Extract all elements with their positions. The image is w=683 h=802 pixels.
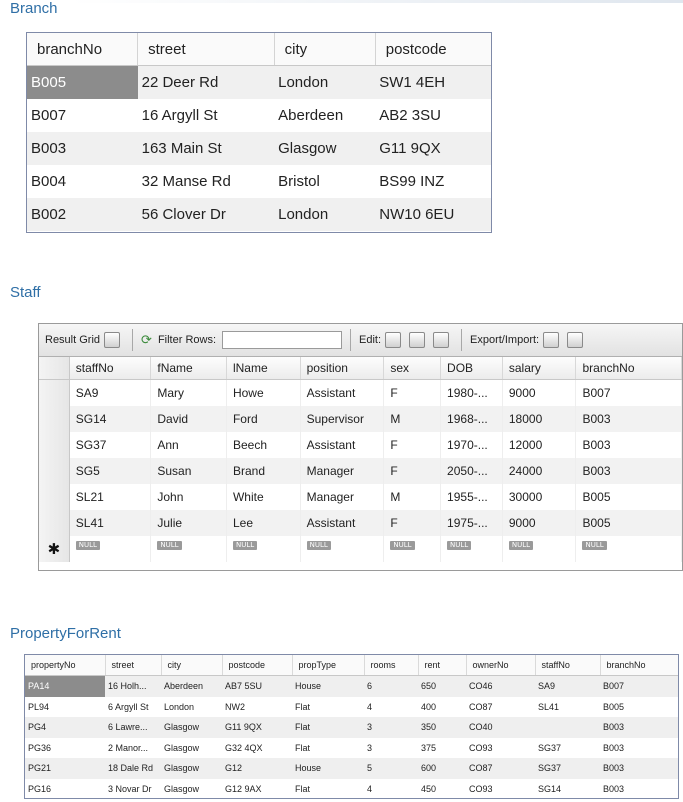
staff-result-grid-panel [38,323,683,571]
table-cell[interactable]: London [274,66,375,100]
property-table-body [25,676,678,800]
column-header-street[interactable]: street [138,33,275,66]
table-cell[interactable]: PA14 [25,676,105,697]
row-selector[interactable] [39,458,69,484]
table-cell[interactable]: G32 4QX [225,742,263,753]
table-cell[interactable]: SW1 4EH [375,66,491,100]
table-cell[interactable]: 3 [367,742,373,753]
table-cell[interactable]: CO46 [466,676,535,697]
table-cell[interactable]: 30000 [502,484,576,510]
table-cell[interactable]: B007 [576,380,682,407]
table-cell[interactable]: Lee [226,510,300,536]
new-row-star-icon: ✱ [47,541,61,558]
table-cell[interactable]: Glasgow [274,132,375,165]
table-cell[interactable]: PL94 [28,701,50,712]
table-cell[interactable]: House [292,676,364,697]
table-cell[interactable]: B003 [576,458,682,484]
table-row[interactable] [27,198,491,231]
row-selector[interactable] [39,380,69,407]
table-cell[interactable]: PG36 [28,742,52,753]
null-cell[interactable] [226,536,300,562]
staff-header-row [39,357,682,380]
null-badge: NULL [390,541,414,550]
table-cell[interactable]: SL41 [69,510,151,536]
table-cell[interactable]: 400 [421,701,437,712]
table-row[interactable] [39,432,682,458]
table-cell[interactable]: CO93 [469,742,493,753]
null-badge: NULL [157,541,181,550]
table-cell[interactable]: 5 [364,758,418,779]
table-cell[interactable]: 4 [367,701,373,712]
table-cell[interactable] [535,717,600,738]
table-cell[interactable]: 12000 [502,432,576,458]
table-row[interactable] [25,758,678,779]
table-cell[interactable]: B005 [576,484,682,510]
table-cell[interactable]: F [384,432,441,458]
table-cell[interactable]: Manager [300,484,384,510]
result-grid-label: Result Grid [45,334,101,346]
table-cell[interactable]: AB7 5SU [222,676,292,697]
table-cell[interactable]: 9000 [502,510,576,536]
new-row[interactable] [39,536,682,562]
table-cell[interactable]: SL41 [538,701,560,712]
table-cell[interactable]: Glasgow [164,742,200,753]
table-cell[interactable]: M [384,484,441,510]
column-header-rent[interactable]: rent [418,655,466,676]
table-cell[interactable]: B005 [576,510,682,536]
table-cell[interactable]: 56 Clover Dr [138,198,275,231]
table-cell[interactable]: B005 [27,66,138,100]
insert-row-icon[interactable] [409,332,425,348]
null-cell[interactable] [384,536,441,562]
table-cell[interactable]: PG4 [25,717,105,738]
table-cell[interactable]: Manager [300,458,384,484]
null-badge: NULL [307,541,331,550]
null-badge: NULL [233,541,257,550]
null-cell[interactable] [69,536,151,562]
column-header-staffNo[interactable]: staffNo [535,655,600,676]
table-cell[interactable]: 18000 [502,406,576,432]
table-cell[interactable]: 2 Manor... [108,742,149,753]
column-header-staffNo[interactable]: staffNo [69,357,151,380]
null-cell[interactable] [300,536,384,562]
null-cell[interactable] [151,536,227,562]
table-cell[interactable]: Beech [226,432,300,458]
table-cell[interactable]: John [151,484,227,510]
table-cell[interactable]: Brand [226,458,300,484]
table-cell[interactable]: 600 [418,758,466,779]
table-cell[interactable]: Ann [151,432,227,458]
table-row[interactable] [27,99,491,132]
table-cell[interactable]: 16 Holh... [105,676,161,697]
table-cell[interactable]: F [384,458,441,484]
table-cell[interactable]: 32 Manse Rd [141,173,231,190]
table-cell[interactable]: B002 [27,198,138,231]
grid-view-icon[interactable] [104,332,120,348]
branch-header-row [27,33,491,66]
table-row[interactable] [39,484,682,510]
column-header-postcode[interactable]: postcode [375,33,491,66]
column-header-propertyNo[interactable]: propertyNo [25,655,105,676]
table-cell[interactable]: House [292,758,364,779]
table-cell[interactable]: B003 [600,717,678,738]
table-cell[interactable]: 450 [421,783,437,794]
table-row[interactable] [39,510,682,536]
table-cell[interactable]: 9000 [502,380,576,407]
table-cell[interactable]: Assistant [300,510,384,536]
table-cell[interactable]: SA9 [69,380,151,407]
table-cell[interactable]: B004 [31,173,67,190]
table-cell[interactable]: PG16 [28,783,52,794]
table-cell[interactable]: SL21 [69,484,151,510]
table-cell[interactable]: BS99 INZ [379,173,445,190]
table-row[interactable] [27,66,491,100]
table-cell[interactable]: B003 [576,432,682,458]
table-cell[interactable]: 3 Novar Dr [108,783,152,794]
table-cell[interactable]: B005 [603,701,625,712]
null-cell[interactable] [441,536,503,562]
table-cell[interactable]: Aberdeen [278,107,344,124]
table-cell[interactable]: PG21 [25,758,105,779]
table-cell[interactable]: B003 [576,406,682,432]
null-cell[interactable] [576,536,682,562]
table-cell[interactable]: Howe [226,380,300,407]
branch-heading: Branch [10,0,58,17]
page-top-rule [70,0,683,3]
row-selector[interactable] [39,484,69,510]
table-cell[interactable]: Flat [292,717,364,738]
table-cell[interactable]: Flat [295,742,311,753]
table-cell[interactable]: Glasgow [161,758,222,779]
table-cell[interactable]: 375 [421,742,437,753]
table-cell[interactable]: SG5 [69,458,151,484]
table-cell[interactable]: B007 [31,107,67,124]
table-cell[interactable]: 16 Argyll St [141,107,218,124]
delete-row-icon[interactable] [433,332,449,348]
branch-table-panel [26,32,492,233]
table-cell[interactable]: 6 Argyll St [108,701,149,712]
property-table-panel [24,654,679,799]
property-heading: PropertyForRent [10,625,121,642]
column-header-DOB[interactable]: DOB [441,357,503,380]
table-cell[interactable]: 6 [364,676,418,697]
export-import-label: Export/Import: [470,334,540,346]
table-cell[interactable]: CO87 [466,758,535,779]
export-import-group [464,324,593,356]
table-row[interactable] [25,676,678,697]
filter-rows-label: Filter Rows: [157,334,216,346]
table-cell[interactable]: Assistant [300,432,384,458]
table-cell[interactable]: SG37 [69,432,151,458]
table-cell[interactable]: Flat [295,701,311,712]
table-cell[interactable]: Flat [295,783,311,794]
import-icon[interactable] [567,332,583,348]
column-header-ownerNo[interactable]: ownerNo [466,655,535,676]
table-cell[interactable]: SG14 [538,783,562,794]
table-cell[interactable]: AB2 3SU [379,107,441,124]
result-grid-tab[interactable] [39,324,130,356]
table-cell[interactable]: B003 [27,132,138,165]
row-selector[interactable] [39,406,69,432]
null-badge: NULL [76,541,100,550]
null-badge: NULL [447,541,471,550]
table-cell[interactable]: F [384,510,441,536]
table-cell[interactable]: 1970-... [441,432,503,458]
row-selector[interactable] [39,510,69,536]
table-cell[interactable]: CO87 [469,701,493,712]
staff-table-body [39,380,682,563]
table-cell[interactable]: Susan [151,458,227,484]
table-row[interactable] [25,738,678,759]
filter-rows-group [135,324,348,356]
column-header-branchNo[interactable]: branchNo [27,33,138,66]
null-badge: NULL [582,541,606,550]
table-cell[interactable]: 2050-... [441,458,503,484]
column-header-city[interactable]: city [274,33,375,66]
column-header-street[interactable]: street [105,655,161,676]
table-row[interactable] [25,717,678,738]
edit-row-icon[interactable] [385,332,401,348]
row-selector[interactable] [39,432,69,458]
table-cell[interactable]: G12 9AX [225,783,262,794]
table-cell[interactable]: M [384,406,441,432]
table-cell[interactable]: Glasgow [164,783,200,794]
table-cell[interactable]: 6 Lawre... [105,717,161,738]
staff-table [39,357,682,562]
table-row[interactable] [27,165,491,198]
table-cell[interactable]: White [226,484,300,510]
new-row-marker[interactable] [39,536,69,562]
table-cell[interactable]: 650 [418,676,466,697]
null-badge: NULL [509,541,533,550]
table-cell[interactable]: 163 Main St [138,132,275,165]
row-header-corner [39,357,69,380]
branch-table-body [27,66,491,232]
table-cell[interactable]: Aberdeen [161,676,222,697]
table-cell[interactable]: Glasgow [161,717,222,738]
table-cell[interactable]: SG37 [535,758,600,779]
column-header-salary[interactable]: salary [502,357,576,380]
table-row[interactable] [39,458,682,484]
table-cell[interactable]: London [164,701,195,712]
column-header-branchNo[interactable]: branchNo [600,655,678,676]
table-cell[interactable]: Bristol [278,173,320,190]
table-cell[interactable]: SG37 [538,742,562,753]
column-header-branchNo[interactable]: branchNo [576,357,682,380]
column-header-postcode[interactable]: postcode [222,655,292,676]
column-header-fName[interactable]: fName [151,357,227,380]
table-cell[interactable]: 3 [364,717,418,738]
table-cell[interactable]: F [384,380,441,407]
column-header-position[interactable]: position [300,357,384,380]
table-cell[interactable]: G11 9QX [375,132,491,165]
staff-heading: Staff [10,284,41,301]
table-cell[interactable]: B007 [600,676,678,697]
table-cell[interactable]: 350 [418,717,466,738]
property-header-row [25,655,678,676]
table-cell[interactable]: Mary [151,380,227,407]
column-header-propType[interactable]: propType [292,655,364,676]
edit-group [353,324,459,356]
property-table [25,655,679,799]
table-row[interactable] [39,406,682,432]
column-header-rooms[interactable]: rooms [364,655,418,676]
table-cell[interactable]: London [274,198,375,231]
null-cell[interactable] [502,536,576,562]
table-cell[interactable]: 1975-... [441,510,503,536]
table-cell[interactable]: 18 Dale Rd [105,758,161,779]
toolbar-separator [461,329,462,351]
table-cell[interactable]: 22 Deer Rd [138,66,275,100]
column-header-lName[interactable]: lName [226,357,300,380]
table-cell[interactable]: G11 9QX [222,717,292,738]
toolbar-separator [132,329,133,351]
column-header-sex[interactable]: sex [384,357,441,380]
table-cell[interactable]: CO40 [466,717,535,738]
table-row[interactable] [27,132,491,165]
export-icon[interactable] [543,332,559,348]
table-cell[interactable]: B003 [600,758,678,779]
table-cell[interactable]: 1968-... [441,406,503,432]
toolbar-separator [350,329,351,351]
table-cell[interactable]: 1980-... [441,380,503,407]
column-header-city[interactable]: city [161,655,222,676]
filter-refresh-icon[interactable]: ⟳ [141,332,152,347]
filter-rows-input[interactable] [222,331,342,349]
table-cell[interactable]: Ford [226,406,300,432]
table-cell[interactable]: NW2 [225,701,245,712]
table-row[interactable] [39,380,682,407]
table-cell[interactable]: SA9 [535,676,600,697]
branch-table [27,33,491,231]
edit-label: Edit: [359,334,382,346]
table-cell[interactable]: 24000 [502,458,576,484]
table-cell[interactable]: NW10 6EU [375,198,491,231]
table-cell[interactable]: G12 [222,758,292,779]
table-row[interactable] [25,779,678,800]
table-cell[interactable]: SG14 [69,406,151,432]
result-grid-toolbar [39,324,682,357]
table-cell[interactable]: 4 [367,783,373,794]
table-cell[interactable]: 1955-... [441,484,503,510]
table-cell[interactable]: CO93 [469,783,493,794]
table-cell[interactable]: David [151,406,227,432]
table-cell[interactable]: Julie [151,510,227,536]
table-cell[interactable]: B003 [603,742,625,753]
table-cell[interactable]: Assistant [300,380,384,407]
table-cell[interactable]: B003 [603,783,625,794]
table-cell[interactable]: Supervisor [300,406,384,432]
table-row[interactable] [25,697,678,718]
